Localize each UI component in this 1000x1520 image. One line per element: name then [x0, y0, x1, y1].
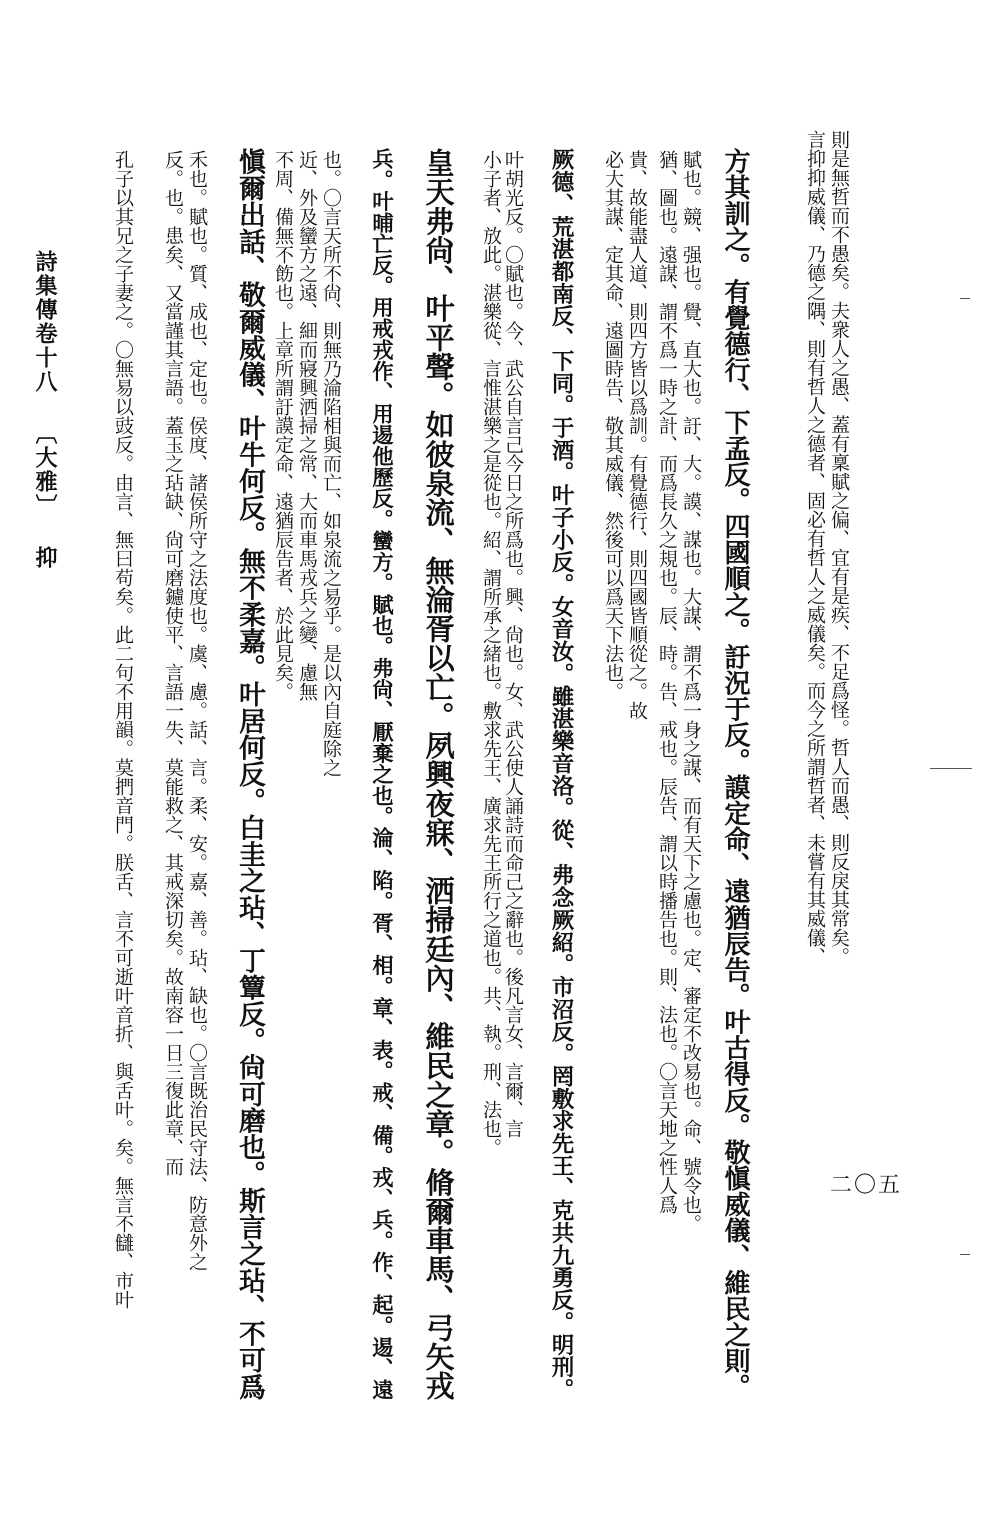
text-column-8: 厥德、荒湛都南反、下同。于酒。叶子小反。女音汝。雖湛樂音洛。從、弗念厥紹。市沼反。罔敷求先王、克共九勇反。明刑。 [548, 148, 574, 1401]
text-column-1: 言抑抑威儀、乃德之隅、則有哲人之德者、固必有哲人之威儀矣。而今之所謂哲者、未嘗有其威儀、 [804, 130, 826, 966]
text-column-10: 小子者、放此。湛樂從、言惟湛樂之是從也。紹、謂所承之緒也。敷求先王、廣求先王所行之道也。共、執。刑、法也。 [480, 150, 502, 1157]
scan-mark [960, 298, 970, 299]
text-column-11: 皇天弗尙、叶平聲。如彼泉流、無淪胥以亡。夙興夜寐、洒掃廷內、維民之章。脩爾車馬、弓矢戎 [421, 148, 455, 1401]
text-column-5: 猶、圖也。遠謀、謂不爲一時之計、而爲長久之規也。辰、時。告、戒也。辰告、謂以時播告也。則、法也。〇言天地之性人爲 [656, 150, 678, 1214]
text-column-7: 必大其謀、定其命、遠圖時告、敬其威儀、然後可以爲天下法也。 [602, 150, 624, 701]
page-number: 二〇五 [830, 1173, 903, 1198]
text-column-16: 愼爾出話、敬爾威儀、叶牛何反。無不柔嘉。叶居何反。白圭之玷、丁簟反。尙可磨也。斯言之玷、不可爲 [234, 148, 265, 1401]
text-column-9: 叶胡光反。〇賦也。今、武公自言己今日之所爲也。興、尙也。女、武公使人誦詩而命己之辭也。後凡言女、言爾、言 [502, 150, 524, 1138]
text-column-3: 方其訓之。有覺德行、下孟反。四國順之。訏況于反。謨定命、遠猶辰告。叶古得反。敬愼威儀、維民之則。 [720, 148, 750, 1400]
text-column-19: 孔子以其兄之子妻之。〇無易以豉反。由言、無曰苟矣。此二句不用韻。莫捫音門。朕舌、言不可逝叶音折、與舌叶。矣。無言不讎、市叶 [112, 150, 134, 1309]
running-head: 詩集傳卷十八 〔大雅〕 抑 [32, 250, 58, 570]
scan-mark [960, 1254, 970, 1255]
text-column-2: 則是無哲而不愚矣。夫衆人之愚、蓋有稟賦之偏、宜有是疾、不足爲怪。哲人而愚、則反戾其常矣。 [828, 130, 850, 966]
text-column-12: 兵。叶晡亡反。用戒戎作、用逷他歷反。蠻方。賦也。弗尙、厭棄之也。淪、陷。胥、相。章、表。戒、備。戎、兵。作、起。逷、遠 [369, 148, 394, 1400]
text-column-6: 貴、故能盡人道、則四方皆以爲訓。有覺德行、則四國皆順從之。故 [626, 150, 648, 720]
text-column-18: 反。也。患矣、又當謹其言語。蓋玉之玷缺、尙可磨鑢使平、言語一失、莫能救之、其戒深切矣。故南容一日三復此章、而 [162, 150, 184, 1176]
text-column-17: 禾也。賦也。質、成也、定也。侯度、諸侯所守之法度也。虞、慮。話、言。柔、安。嘉、善。玷、缺也。〇言既治民守法、防意外之 [186, 150, 208, 1271]
scan-mark [930, 768, 972, 769]
text-column-4: 賦也。競、强也。覺、直大也。訏、大。謨、謀也。大謀、謂不爲一身之謀、而有天下之慮也。定、審定不改易也。命、號令也。 [680, 150, 702, 1233]
text-column-13: 也。〇言天所不尙、則無乃淪陷相與而亡、如泉流之易乎。是以內自庭除之 [320, 150, 342, 777]
text-column-15: 不周、備無不飭也。上章所謂訏謨定命、遠猶辰告者、於此見矣。 [272, 150, 294, 701]
text-column-14: 近、外及蠻方之遠、細而寢興洒掃之常、大而車馬戎兵之變、慮無 [296, 150, 318, 701]
